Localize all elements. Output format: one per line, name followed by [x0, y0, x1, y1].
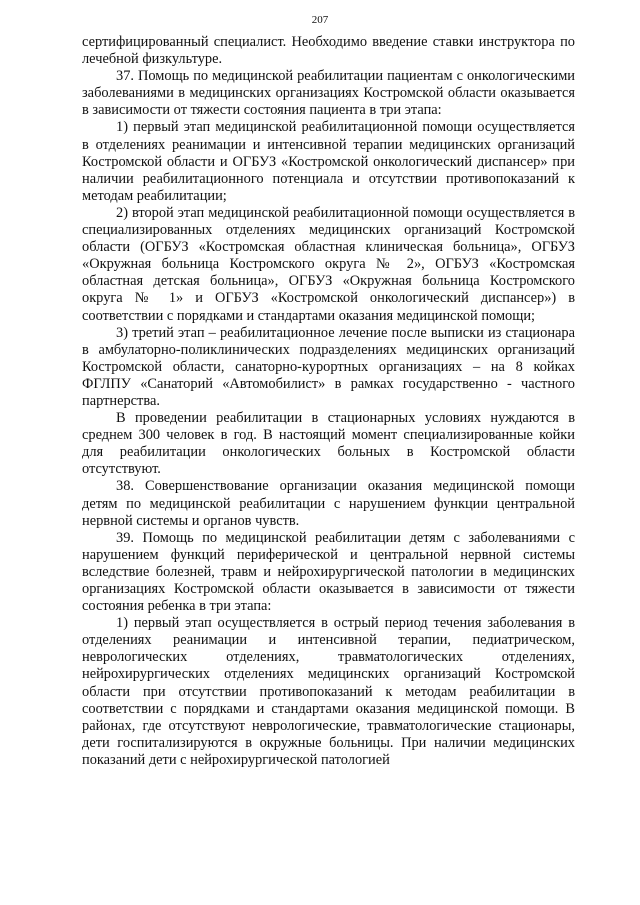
paragraph-stage-1-oncology: 1) первый этап медицинской реабилитационной помощи осуществляется в отделениях реанимации и интенсивной терапии медицинских организаций Костромской области и ОГБУЗ «Костромской онкологический диспансер» при наличии реабилитационного потенциала и отсутствии противопоказаний к методам реабилитации; — [82, 119, 575, 204]
paragraph-continuation: сертифицированный специалист. Необходимо введение ставки инструктора по лечебной физкультуре. — [82, 34, 575, 68]
page-number: 207 — [311, 14, 329, 26]
paragraph-item-37: 37. Помощь по медицинской реабилитации пациентам с онкологическими заболеваниями в медицинских организациях Костромской области оказывается в зависимости от тяжести состояния пациента в три этапа: — [82, 68, 575, 119]
document-body — [82, 34, 575, 769]
paragraph-inpatient-need: В проведении реабилитации в стационарных условиях нуждаются в среднем 300 человек в год. В настоящий момент специализированные койки для реабилитации онкологических больных в Костромской области отсутствуют. — [82, 410, 575, 478]
paragraph-stage-2-oncology: 2) второй этап медицинской реабилитационной помощи осуществляется в специализированных отделениях медицинских организаций Костромской области (ОГБУЗ «Костромская областная клиническая больница», ОГБУЗ «Окружная больница Костромского округа № 2», ОГБУЗ «Костромская областная детская больница», ОГБУЗ «Окружная больница Костромского округа № 1» и ОГБУЗ «Костромской онкологический диспансер») в соответствии с порядками и стандартами оказания медицинской помощи; — [82, 204, 575, 324]
paragraph-stage-3-oncology: 3) третий этап – реабилитационное лечение после выписки из стационара в амбулаторно-поликлинических подразделениях медицинских организаций Костромской области, санаторно-курортных организациях – на 8 койках ФГЛПУ «Санаторий «Автомобилист» в рамках государственно - частного партнерства. — [82, 324, 575, 409]
paragraph-item-39: 39. Помощь по медицинской реабилитации детям с заболеваниями с нарушением функций периферической и центральной нервной системы вследствие болезней, травм и нейрохирургической патологии в медицинских организациях Костромской области оказывается в зависимости от тяжести состояния ребенка в три этапа: — [82, 529, 575, 615]
paragraph-stage-1-children: 1) первый этап осуществляется в острый период течения заболевания в отделениях реанимации и интенсивной терапии, педиатрическом, неврологических отделениях, травматологических отделениях, нейрохирургических отделениях медицинских организаций Костромской области при отсутствии противопоказаний к методам реабилитации в соответствии с порядками и стандартами оказания медицинской помощи. В районах, где отсутствуют неврологические, травматологические стационары, дети госпитализируются в окружные больницы. При наличии медицинских показаний дети с нейрохирургической патологией — [82, 615, 575, 768]
paragraph-item-38: 38. Совершенствование организации оказания медицинской помощи детям по медицинской реабилитации с нарушением функции центральной нервной системы и органов чувств. — [82, 478, 575, 529]
